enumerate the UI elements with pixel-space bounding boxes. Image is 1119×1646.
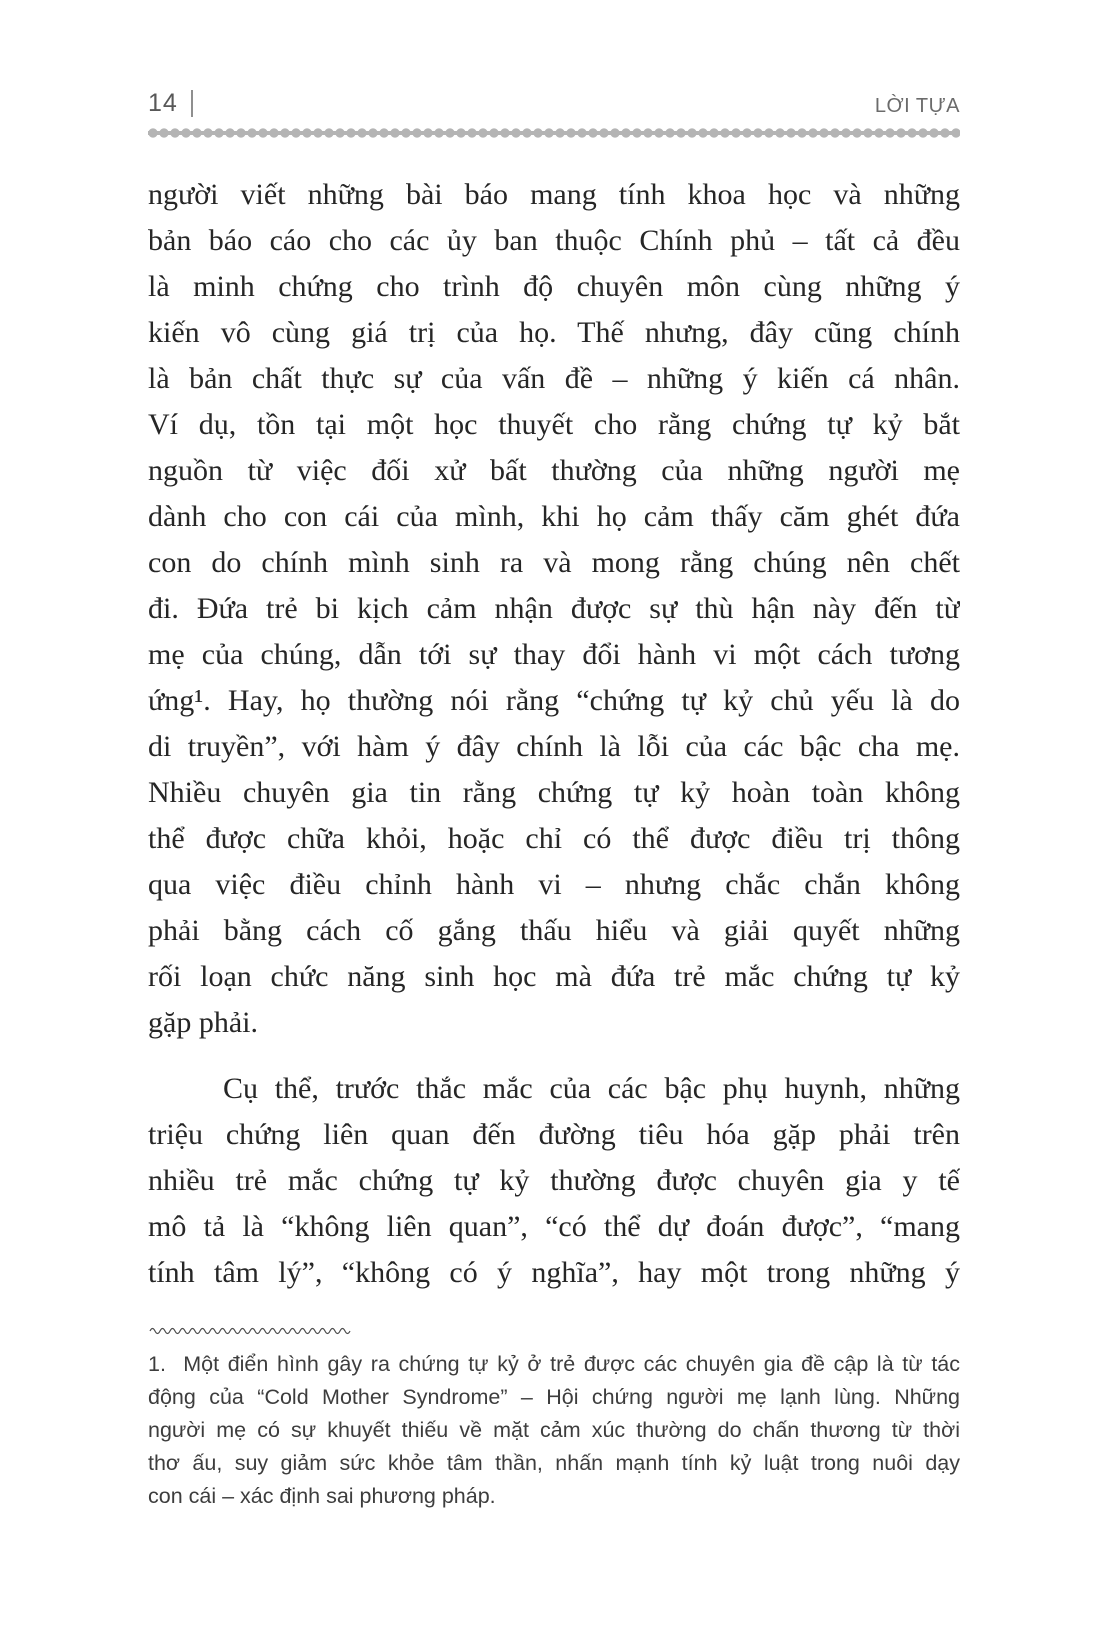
paragraph-1	[148, 172, 960, 1046]
body-text	[148, 172, 960, 1296]
running-head-title: LỜI TỰA	[874, 95, 960, 117]
body-line: là minh chứng cho trình độ chuyên môn cùng những ý	[148, 270, 960, 303]
footnote-line: người mẹ có sự khuyết thiếu về mặt cảm xúc thường do chấn thương từ thời	[148, 1418, 960, 1442]
footnote-line: thơ ấu, suy giảm sức khỏe tâm thần, nhấn mạnh tính kỷ luật trong nuôi dạy	[148, 1451, 960, 1475]
running-header	[148, 86, 960, 118]
body-line: phải bằng cách cố gắng thấu hiểu và giải quyết những	[148, 914, 960, 947]
page-number-divider	[191, 90, 193, 117]
header-bead-rule	[148, 128, 960, 138]
footnote-line: 1. Một điển hình gây ra chứng tự kỷ ở trẻ được các chuyên gia đề cập là từ tác	[148, 1352, 960, 1376]
body-line: mô tả là “không liên quan”, “có thể dự đoán được”, “mang	[148, 1210, 960, 1243]
footnote-block	[148, 1348, 960, 1513]
body-line: dành cho con cái của mình, khi họ cảm thấy căm ghét đứa	[148, 500, 960, 533]
footnote-line: động của “Cold Mother Syndrome” – Hội chứng người mẹ lạnh lùng. Những	[148, 1385, 960, 1409]
body-line: người viết những bài báo mang tính khoa học và những	[148, 178, 960, 211]
footnote-line: con cái – xác định sai phương pháp.	[148, 1484, 496, 1508]
body-line: Ví dụ, tồn tại một học thuyết cho rằng chứng tự kỷ bắt	[148, 408, 960, 441]
footnote-wave-separator	[148, 1326, 358, 1335]
body-line: qua việc điều chỉnh hành vi – nhưng chắc chắn không	[148, 868, 960, 901]
body-line: gặp phải.	[148, 1006, 258, 1039]
paragraph-2	[148, 1066, 960, 1296]
body-line: triệu chứng liên quan đến đường tiêu hóa gặp phải trên	[148, 1118, 960, 1151]
body-line: kiến vô cùng giá trị của họ. Thế nhưng, đây cũng chính	[148, 316, 960, 349]
body-line: thể được chữa khỏi, hoặc chỉ có thể được điều trị thông	[148, 822, 960, 855]
body-line: nguồn từ việc đối xử bất thường của những người mẹ	[148, 454, 960, 487]
body-line: bản báo cáo cho các ủy ban thuộc Chính phủ – tất cả đều	[148, 224, 960, 257]
body-line: nhiều trẻ mắc chứng tự kỷ thường được chuyên gia y tế	[148, 1164, 960, 1197]
page-number-block	[148, 89, 193, 118]
body-line: rối loạn chức năng sinh học mà đứa trẻ mắc chứng tự kỷ	[148, 960, 960, 993]
body-line: Cụ thể, trước thắc mắc của các bậc phụ huynh, những	[223, 1072, 960, 1105]
body-line: di truyền”, với hàm ý đây chính là lỗi của các bậc cha mẹ.	[148, 730, 960, 763]
body-line: con do chính mình sinh ra và mong rằng chúng nên chết	[148, 546, 960, 579]
body-line: mẹ của chúng, dẫn tới sự thay đổi hành vi một cách tương	[148, 638, 960, 671]
body-line: đi. Đứa trẻ bi kịch cảm nhận được sự thù hận này đến từ	[148, 592, 960, 625]
page-number: 14	[148, 89, 178, 117]
body-line: tính tâm lý”, “không có ý nghĩa”, hay một trong những ý	[148, 1256, 960, 1289]
body-line: Nhiều chuyên gia tin rằng chứng tự kỷ hoàn toàn không	[148, 776, 960, 809]
body-line-footnote-ref: ứng¹. Hay, họ thường nói rằng “chứng tự kỷ chủ yếu là do	[148, 684, 960, 717]
body-line: là bản chất thực sự của vấn đề – những ý kiến cá nhân.	[148, 362, 960, 395]
